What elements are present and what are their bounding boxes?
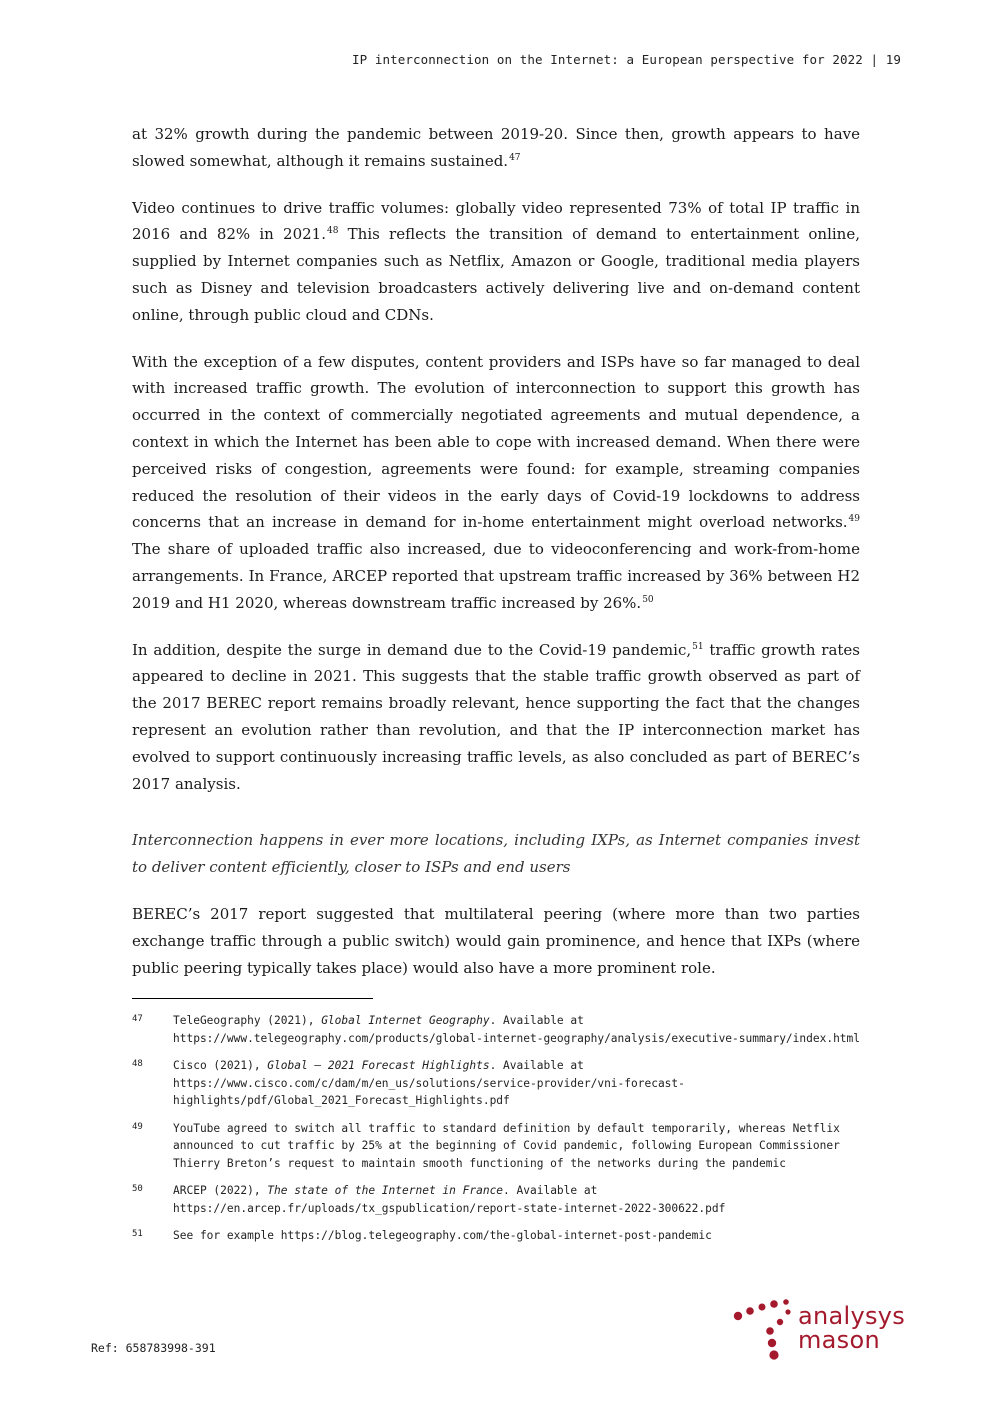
- footnote-link[interactable]: https://en.arcep.fr/uploads/tx_gspublication/report-state-internet-2022-300622.pdf: [173, 1201, 726, 1215]
- logo-wordmark: analysys mason: [798, 1302, 906, 1354]
- document-reference: Ref: 658783998-391: [91, 1341, 216, 1355]
- footnote-divider: [132, 998, 373, 999]
- paragraph-4: In addition, despite the surge in demand due to the Covid-19 pandemic,$^{51}$ traffic growth rates appeared to decline in 2021. This suggests that the stable traffic growth observed as part of the 2017 BEREC report remains broadly relevant, hence supporting the fact that the changes represent an evolution rather than revolution, and that the IP interconnection market has evolved to support continuously increasing traffic levels, as also concluded as part of BEREC’s 2017 analysis.: [132, 640, 860, 793]
- footnote-50: 50 ARCEP (2022), The state of the Internet in France. Available at https://en.arcep.fr/uploads/tx_gspublication/report-state-internet-2022-300622.pdf: [132, 1182, 862, 1217]
- footnote-link[interactable]: https://www.cisco.com/c/dam/m/en_us/solutions/service-provider/vni-forecast-highlights/pdf/Global_2021_Forecast_Highlights.pdf: [173, 1076, 685, 1107]
- body-text: [132, 121, 860, 1001]
- footnote-ref-50[interactable]: 50: [642, 594, 654, 605]
- footnote-link[interactable]: https://www.telegeography.com/products/global-internet-geography/analysis/executive-summary/index.html: [173, 1031, 861, 1045]
- footnote-47: 47 TeleGeography (2021), Global Internet Geography. Available at https://www.telegeography.com/products/global-internet-geography/analysis/executive-summary/index.html: [132, 1012, 862, 1047]
- source-title: Global – 2021 Forecast Highlights: [267, 1059, 490, 1072]
- footnote-48: 48 Cisco (2021), Global – 2021 Forecast Highlights. Available at https://www.cisco.com/c/dam/m/en_us/solutions/service-provider/vni-forecast-highlights/pdf/Global_2021_Forecast_Highlights.pdf: [132, 1057, 862, 1110]
- source-title: The state of the Internet in France: [267, 1184, 504, 1197]
- analysys-mason-logo: [730, 1296, 920, 1362]
- footnote-number: 47: [132, 1014, 143, 1024]
- footnote-ref-47[interactable]: 47: [509, 152, 521, 163]
- paragraph-1: at 32% growth during the pandemic between 2019-20. Since then, growth appears to have slowed somewhat, although it remains sustained.$^{47}$: [132, 125, 860, 170]
- paragraph-5: BEREC’s 2017 report suggested that multilateral peering (where more than two parties exchange traffic through a public switch) would gain prominence, and hence that IXPs (where public peering typically takes place) would also have a more prominent role.: [132, 904, 860, 977]
- footnote-51: 51 See for example https://blog.telegeography.com/the-global-internet-post-pandemic: [132, 1227, 862, 1245]
- footnote-ref-51[interactable]: 51: [692, 641, 704, 652]
- source-title: Global Internet Geography: [321, 1014, 490, 1027]
- footnote-number: 49: [132, 1121, 143, 1132]
- paragraph-2: Video continues to drive traffic volumes: globally video represented 73% of total IP traffic in 2016 and 82% in 2021.48 This reflects the transition of demand to entertainment online, supplied by Internet companies such as Netflix, Amazon or Google, traditional media players such as Disney and television broadcasters actively delivering live and on-demand content online, through public cloud and CDNs.: [132, 198, 860, 324]
- footnote-ref-49[interactable]: 49: [848, 514, 860, 525]
- footnote-number: 48: [132, 1059, 143, 1069]
- section-subheading: Interconnection happens in ever more locations, including IXPs, as Internet companies invest to deliver content efficiently, closer to ISPs and end users: [132, 831, 860, 877]
- paragraph-3: With the exception of a few disputes, content providers and ISPs have so far managed to deal with increased traffic growth. The evolution of interconnection to support this growth has occurred in the context of commercially negotiated agreements and mutual dependence, a context in which the Internet has been able to cope with increased demand. When there were perceived risks of congestion, agreements were found: for example, streaming companies reduced the resolution of their videos in the early days of Covid-19 lockdowns to address concerns that an increase in demand for in-home entertainment might overload networks.$^{49}$ The share of uploaded traffic also increased, due to videoconferencing and work-from-home arrangements. In France, ARCEP reported that upstream traffic increased by 36% between H2 2019 and H1 2020, whereas downstream traffic increased by 26%.$^{50}$: [132, 352, 860, 612]
- footnote-49: 49 YouTube agreed to switch all traffic to standard definition by default temporarily, whereas Netflix announced to cut traffic by 25% at the beginning of Covid pandemic, following European Commissioner Thierry Breton’s request to maintain smooth functioning of the networks during the pandemic: [132, 1120, 862, 1173]
- footnotes: [132, 1012, 862, 1255]
- footnote-number: 51: [132, 1229, 143, 1239]
- logo-dots-icon: [730, 1296, 796, 1362]
- footnote-number: 50: [132, 1184, 143, 1194]
- running-header: IP interconnection on the Internet: a European perspective for 2022 | 19: [351, 52, 901, 67]
- footnote-ref-48[interactable]: 48: [327, 226, 339, 237]
